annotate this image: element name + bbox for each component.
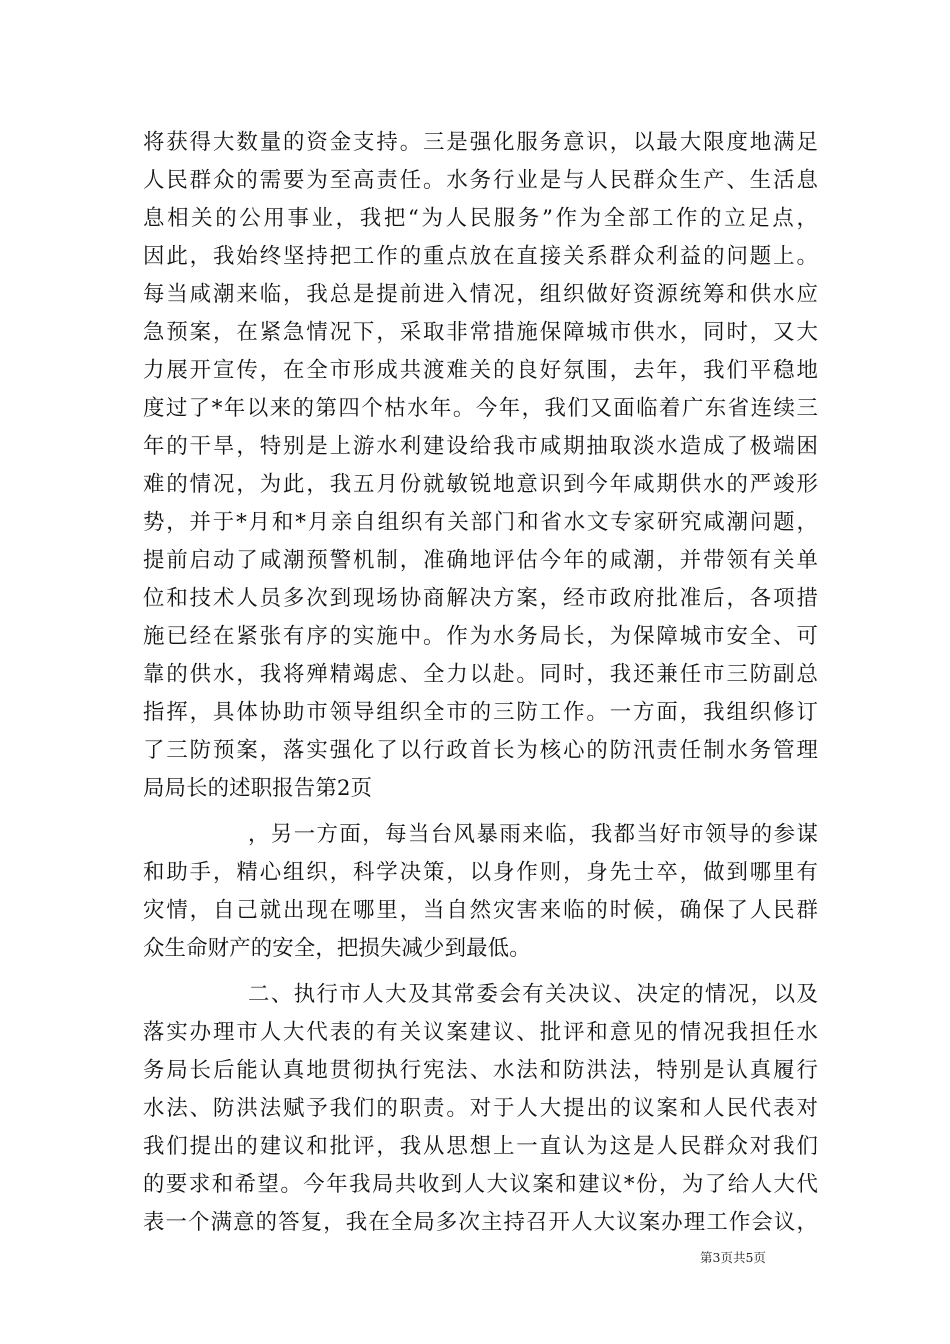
text-line: 难的情况，为此，我五月份就敏锐地意识到今年咸期供水的严竣形 bbox=[143, 472, 818, 497]
page-number-footer: 第3页共5页 bbox=[700, 1250, 766, 1265]
text-line: 水法、防洪法赋予我们的职责。对于人大提出的议案和人民代表对 bbox=[143, 1096, 818, 1121]
text-line: 务局长后能认真地贯彻执行宪法、水法和防洪法，特别是认真履行 bbox=[143, 1058, 818, 1083]
text-line: 年的干旱，特别是上游水利建设给我市咸期抽取淡水造成了极端困 bbox=[143, 434, 818, 459]
text-line: 人民群众的需要为至高责任。水务行业是与人民群众生产、生活息 bbox=[143, 168, 818, 193]
text-line: 表一个满意的答复，我在全局多次主持召开人大议案办理工作会议， bbox=[143, 1210, 818, 1235]
section-heading: 二、执行市人大及其常委会有关决议、决定的情况，以及 bbox=[248, 982, 818, 1007]
text-line: 众生命财产的安全，把损失减少到最低。 bbox=[143, 936, 531, 961]
text-line: ，另一方面，每当台风暴雨来临，我都当好市领导的参谋 bbox=[248, 822, 818, 847]
text-line: 提前启动了咸潮预警机制，准确地评估今年的咸潮，并带领有关单 bbox=[143, 548, 818, 573]
text-line: 灾情，自己就出现在哪里，当自然灾害来临的时候，确保了人民群 bbox=[143, 898, 818, 923]
text-line: 指挥，具体协助市领导组织全市的三防工作。一方面，我组织修订 bbox=[143, 700, 818, 725]
text-line: 施已经在紧张有序的实施中。作为水务局长，为保障城市安全、可 bbox=[143, 624, 818, 649]
text-line: 的要求和希望。今年我局共收到人大议案和建议*份，为了给人大代 bbox=[143, 1172, 818, 1197]
text-line: 因此，我始终坚持把工作的重点放在直接关系群众利益的问题上。 bbox=[143, 244, 818, 269]
text-line: 和助手，精心组织，科学决策，以身作则，身先士卒，做到哪里有 bbox=[143, 860, 818, 885]
text-line: 位和技术人员多次到现场协商解决方案，经市政府批准后，各项措 bbox=[143, 586, 818, 611]
text-line: 了三防预案，落实强化了以行政首长为核心的防汛责任制水务管理 bbox=[143, 738, 818, 763]
text-line: 我们提出的建议和批评，我从思想上一直认为这是人民群众对我们 bbox=[143, 1134, 818, 1159]
text-line: 力展开宣传，在全市形成共渡难关的良好氛围，去年，我们平稳地 bbox=[143, 358, 818, 383]
text-line: 急预案，在紧急情况下，采取非常措施保障城市供水，同时，又大 bbox=[143, 320, 818, 345]
text-line: 息相关的公用事业，我把“为人民服务”作为全部工作的立足点， bbox=[143, 206, 818, 231]
text-line: 落实办理市人大代表的有关议案建议、批评和意见的情况我担任水 bbox=[143, 1020, 818, 1045]
text-line: 每当咸潮来临，我总是提前进入情况，组织做好资源统筹和供水应 bbox=[143, 282, 818, 307]
text-line: 靠的供水，我将殚精竭虑、全力以赴。同时，我还兼任市三防副总 bbox=[143, 662, 818, 687]
text-line: 度过了*年以来的第四个枯水年。今年，我们又面临着广东省连续三 bbox=[143, 396, 818, 421]
text-line: 局局长的述职报告第2页 bbox=[143, 776, 373, 801]
text-line: 势，并于*月和*月亲自组织有关部门和省水文专家研究咸潮问题， bbox=[143, 510, 818, 535]
text-line: 将获得大数量的资金支持。三是强化服务意识，以最大限度地满足 bbox=[143, 130, 818, 155]
